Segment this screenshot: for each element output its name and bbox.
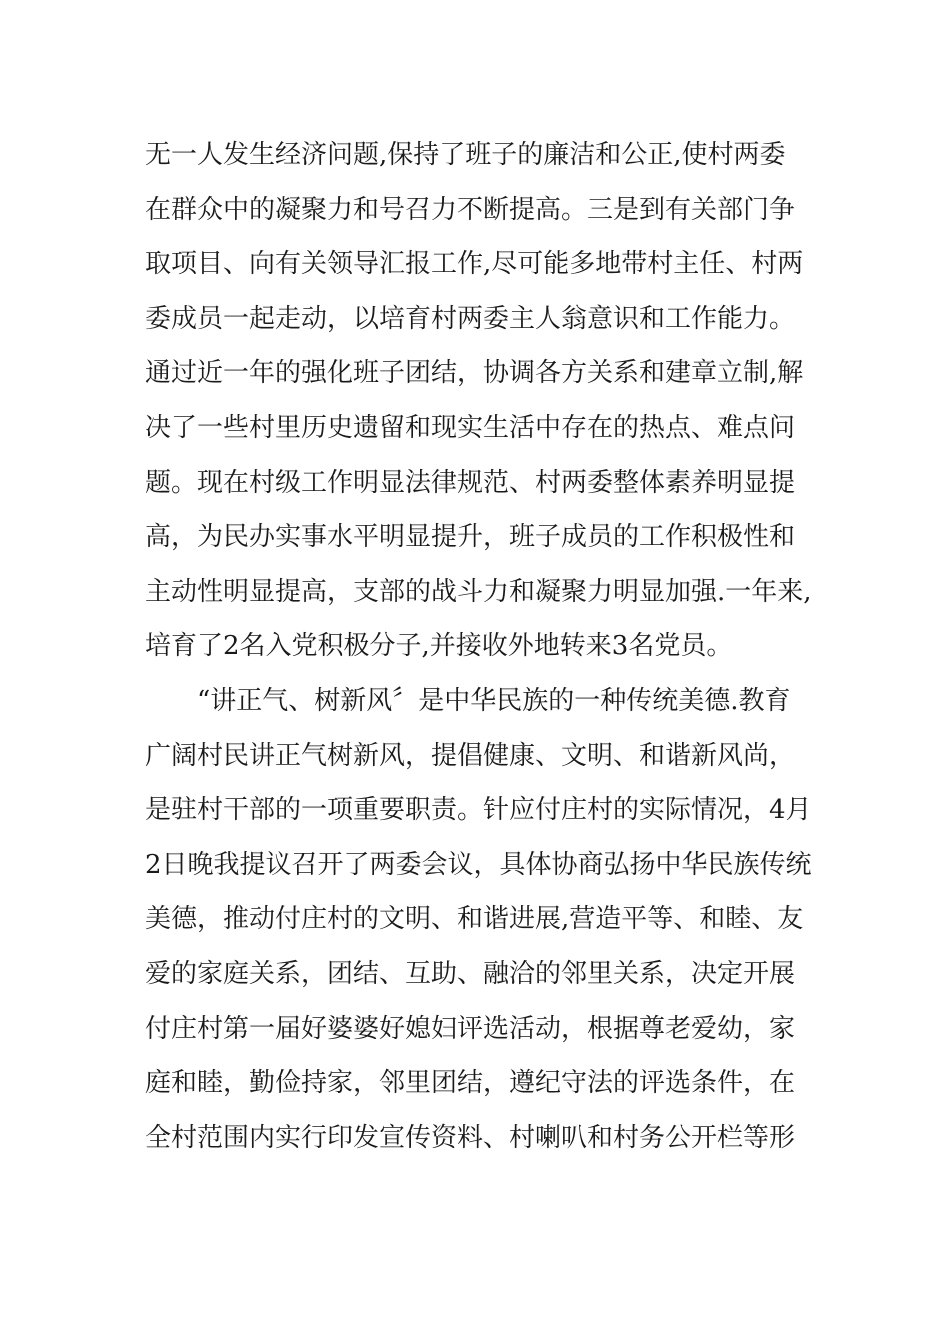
body-text [145, 128, 835, 1165]
text-line: 高，为民办实事水平明显提升，班子成员的工作积极性和 [145, 522, 796, 553]
text-line: 决了一些村里历史遗留和现实生活中存在的热点、难点问 [145, 412, 796, 443]
text-line: 美德，推动付庄村的文明、和谐进展,营造平等、和睦、友 [145, 904, 804, 935]
text-line: 是驻村干部的一项重要职责。针应付庄村的实际情况，4月 [145, 795, 812, 826]
text-line: 委成员一起走动，以培育村两委主人翁意识和工作能力。 [145, 303, 796, 334]
text-line: 2日晚我提议召开了两委会议，具体协商弘扬中华民族传统 [145, 849, 812, 880]
text-line: 广阔村民讲正气树新风，提倡健康、文明、和谐新风尚， [145, 740, 796, 771]
text-line: 付庄村第一届好婆婆好媳妇评选活动，根据尊老爱幼，家 [145, 1013, 796, 1044]
text-line: 主动性明显提高，支部的战斗力和凝聚力明显加强.一年来, [145, 576, 812, 607]
text-line: 爱的家庭关系，团结、互助、融洽的邻里关系，决定开展 [145, 958, 796, 989]
text-line: 庭和睦，勤俭持家，邻里团结，遵纪守法的评选条件，在 [145, 1068, 796, 1099]
text-line: 通过近一年的强化班子团结，协调各方关系和建章立制,解 [145, 358, 804, 389]
text-line-indented: “讲正气、树新风〞是中华民族的一种传统美德.教育 [197, 685, 791, 716]
text-line: 题。现在村级工作明显法律规范、村两委整体素养明显提 [145, 467, 796, 498]
paragraph-1 [145, 128, 835, 674]
text-line: 培育了2名入党积极分子,并接收外地转来3名党员。 [145, 631, 733, 662]
text-line: 在群众中的凝聚力和号召力不断提高。三是到有关部门争 [145, 194, 796, 225]
text-line: 取项目、向有关领导汇报工作,尽可能多地带村主任、村两 [145, 249, 804, 280]
text-line: 无一人发生经济问题,保持了班子的廉洁和公正,使村两委 [145, 140, 786, 170]
paragraph-2 [145, 674, 835, 1165]
text-line: 全村范围内实行印发宣传资料、村喇叭和村务公开栏等形 [145, 1122, 796, 1153]
